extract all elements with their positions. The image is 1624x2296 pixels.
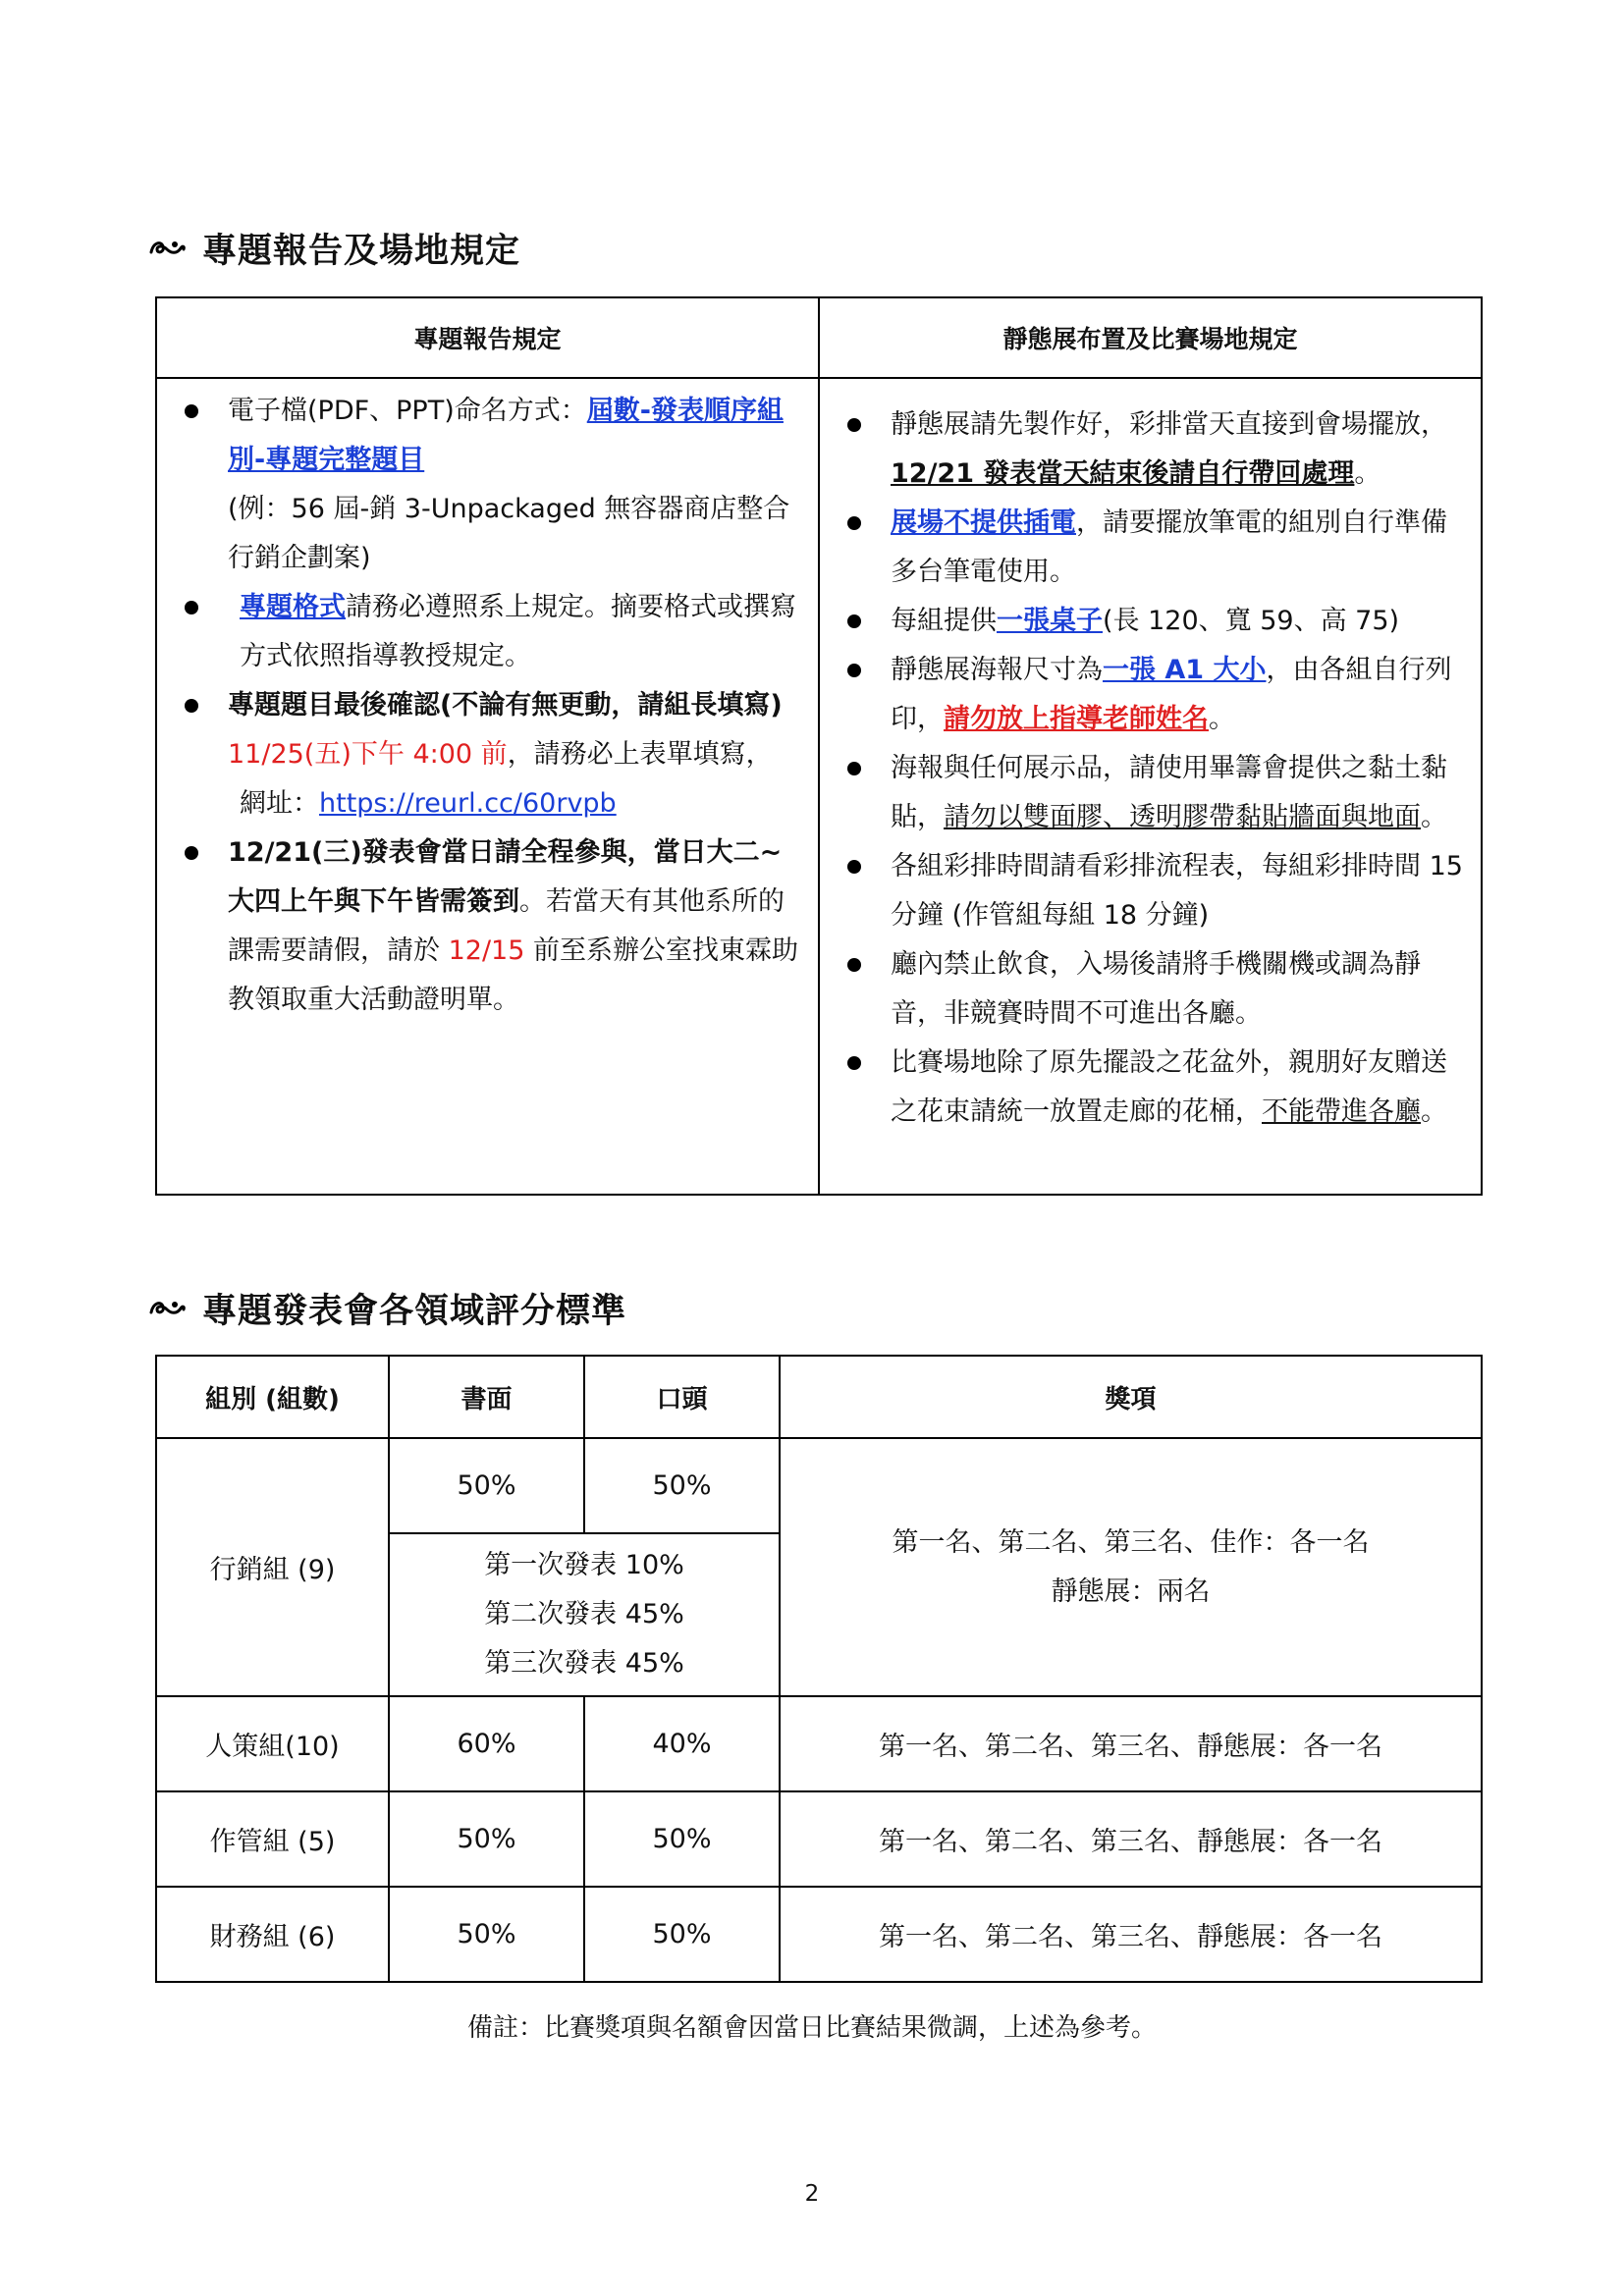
oral-hr: 40% bbox=[584, 1696, 780, 1791]
award-om: 第一名、第二名、第三名、靜態展：各一名 bbox=[780, 1791, 1482, 1887]
list-item: 每組提供一張桌子(長 120、寬 59、高 75) bbox=[834, 597, 1463, 646]
list-item: 12/21(三)發表會當日請全程參與，當日大二~大四上午與下午皆需簽到。若當天有其他系所的課需要請假，請於 12/15 前至系辦公室找東霖助教領取重大活動證明單。 bbox=[171, 828, 800, 1025]
header-written: 書面 bbox=[389, 1356, 584, 1438]
footnote: 備註：比賽獎項與名額會因當日比賽結果微調，上述為參考。 bbox=[466, 2013, 1157, 2043]
marketing-stage-weights: 第一次發表 10% 第二次發表 45% 第三次發表 45% bbox=[389, 1533, 780, 1696]
header-venue-rules: 靜態展布置及比賽場地規定 bbox=[819, 297, 1482, 378]
scoring-table bbox=[155, 1355, 1483, 1983]
group-marketing: 行銷組 (9) bbox=[156, 1438, 389, 1696]
oral-finance: 50% bbox=[584, 1887, 780, 1982]
oral-marketing: 50% bbox=[584, 1438, 780, 1533]
venue-rules-cell bbox=[819, 378, 1482, 1195]
written-om: 50% bbox=[389, 1791, 584, 1887]
oral-om: 50% bbox=[584, 1791, 780, 1887]
section-title-text: 專題發表會各領域評分標準 bbox=[202, 1292, 627, 1331]
group-finance: 財務組 (6) bbox=[156, 1887, 389, 1982]
list-item: 靜態展請先製作好，彩排當天直接到會場擺放，12/21 發表當天結束後請自行帶回處理。 bbox=[834, 400, 1463, 499]
section-title-scoring bbox=[147, 1284, 626, 1333]
list-item: 各組彩排時間請看彩排流程表，每組彩排時間 15 分鐘 (作管組每組 18 分鐘) bbox=[834, 842, 1463, 940]
written-marketing: 50% bbox=[389, 1438, 584, 1533]
header-awards: 獎項 bbox=[780, 1356, 1482, 1438]
header-oral: 口頭 bbox=[584, 1356, 780, 1438]
flourish-icon bbox=[147, 1297, 187, 1320]
list-item: 專題題目最後確認(不論有無更動，請組長填寫) 11/25(五)下午 4:00 前，請務必上表單填寫， 網址：https://reurl.cc/60rvpb bbox=[171, 681, 800, 828]
header-group: 組別 (組數) bbox=[156, 1356, 389, 1438]
list-item: 海報與任何展示品，請使用畢籌會提供之黏土黏貼，請勿以雙面膠、透明膠帶黏貼牆面與地面。 bbox=[834, 744, 1463, 842]
list-item: 廳內禁止飲食，入場後請將手機關機或調為靜音，非競賽時間不可進出各廳。 bbox=[834, 940, 1463, 1039]
written-finance: 50% bbox=[389, 1887, 584, 1982]
list-item: 電子檔(PDF、PPT)命名方式：屆數-發表順序組別-專題完整題目 (例：56 屆-銷 3-Unpackaged 無容器商店整合行銷企劃案) bbox=[171, 387, 800, 583]
written-hr: 60% bbox=[389, 1696, 584, 1791]
list-item: 比賽場地除了原先擺設之花盆外，親朋好友贈送之花束請統一放置走廊的花桶，不能帶進各廳。 bbox=[834, 1039, 1463, 1137]
group-hr: 人策組(10) bbox=[156, 1696, 389, 1791]
rules-table bbox=[155, 296, 1483, 1196]
section-title-text: 專題報告及場地規定 bbox=[202, 232, 521, 271]
award-finance: 第一名、第二名、第三名、靜態展：各一名 bbox=[780, 1887, 1482, 1982]
list-item: 展場不提供插電，請要擺放筆電的組別自行準備多台筆電使用。 bbox=[834, 499, 1463, 597]
header-report-rules: 專題報告規定 bbox=[156, 297, 819, 378]
award-marketing: 第一名、第二名、第三名、佳作：各一名 靜態展：兩名 bbox=[780, 1438, 1482, 1696]
flourish-icon bbox=[147, 237, 187, 260]
page-number: 2 bbox=[804, 2181, 820, 2207]
award-hr: 第一名、第二名、第三名、靜態展：各一名 bbox=[780, 1696, 1482, 1791]
list-item: 靜態展海報尺寸為一張 A1 大小，由各組自行列印，請勿放上指導老師姓名。 bbox=[834, 646, 1463, 744]
report-rules-cell bbox=[156, 378, 819, 1195]
section-title-report-rules bbox=[147, 224, 520, 273]
list-item: 專題格式請務必遵照系上規定。摘要格式或撰寫方式依照指導教授規定。 bbox=[171, 583, 800, 681]
form-url-link[interactable]: https://reurl.cc/60rvpb bbox=[319, 788, 617, 819]
group-om: 作管組 (5) bbox=[156, 1791, 389, 1887]
